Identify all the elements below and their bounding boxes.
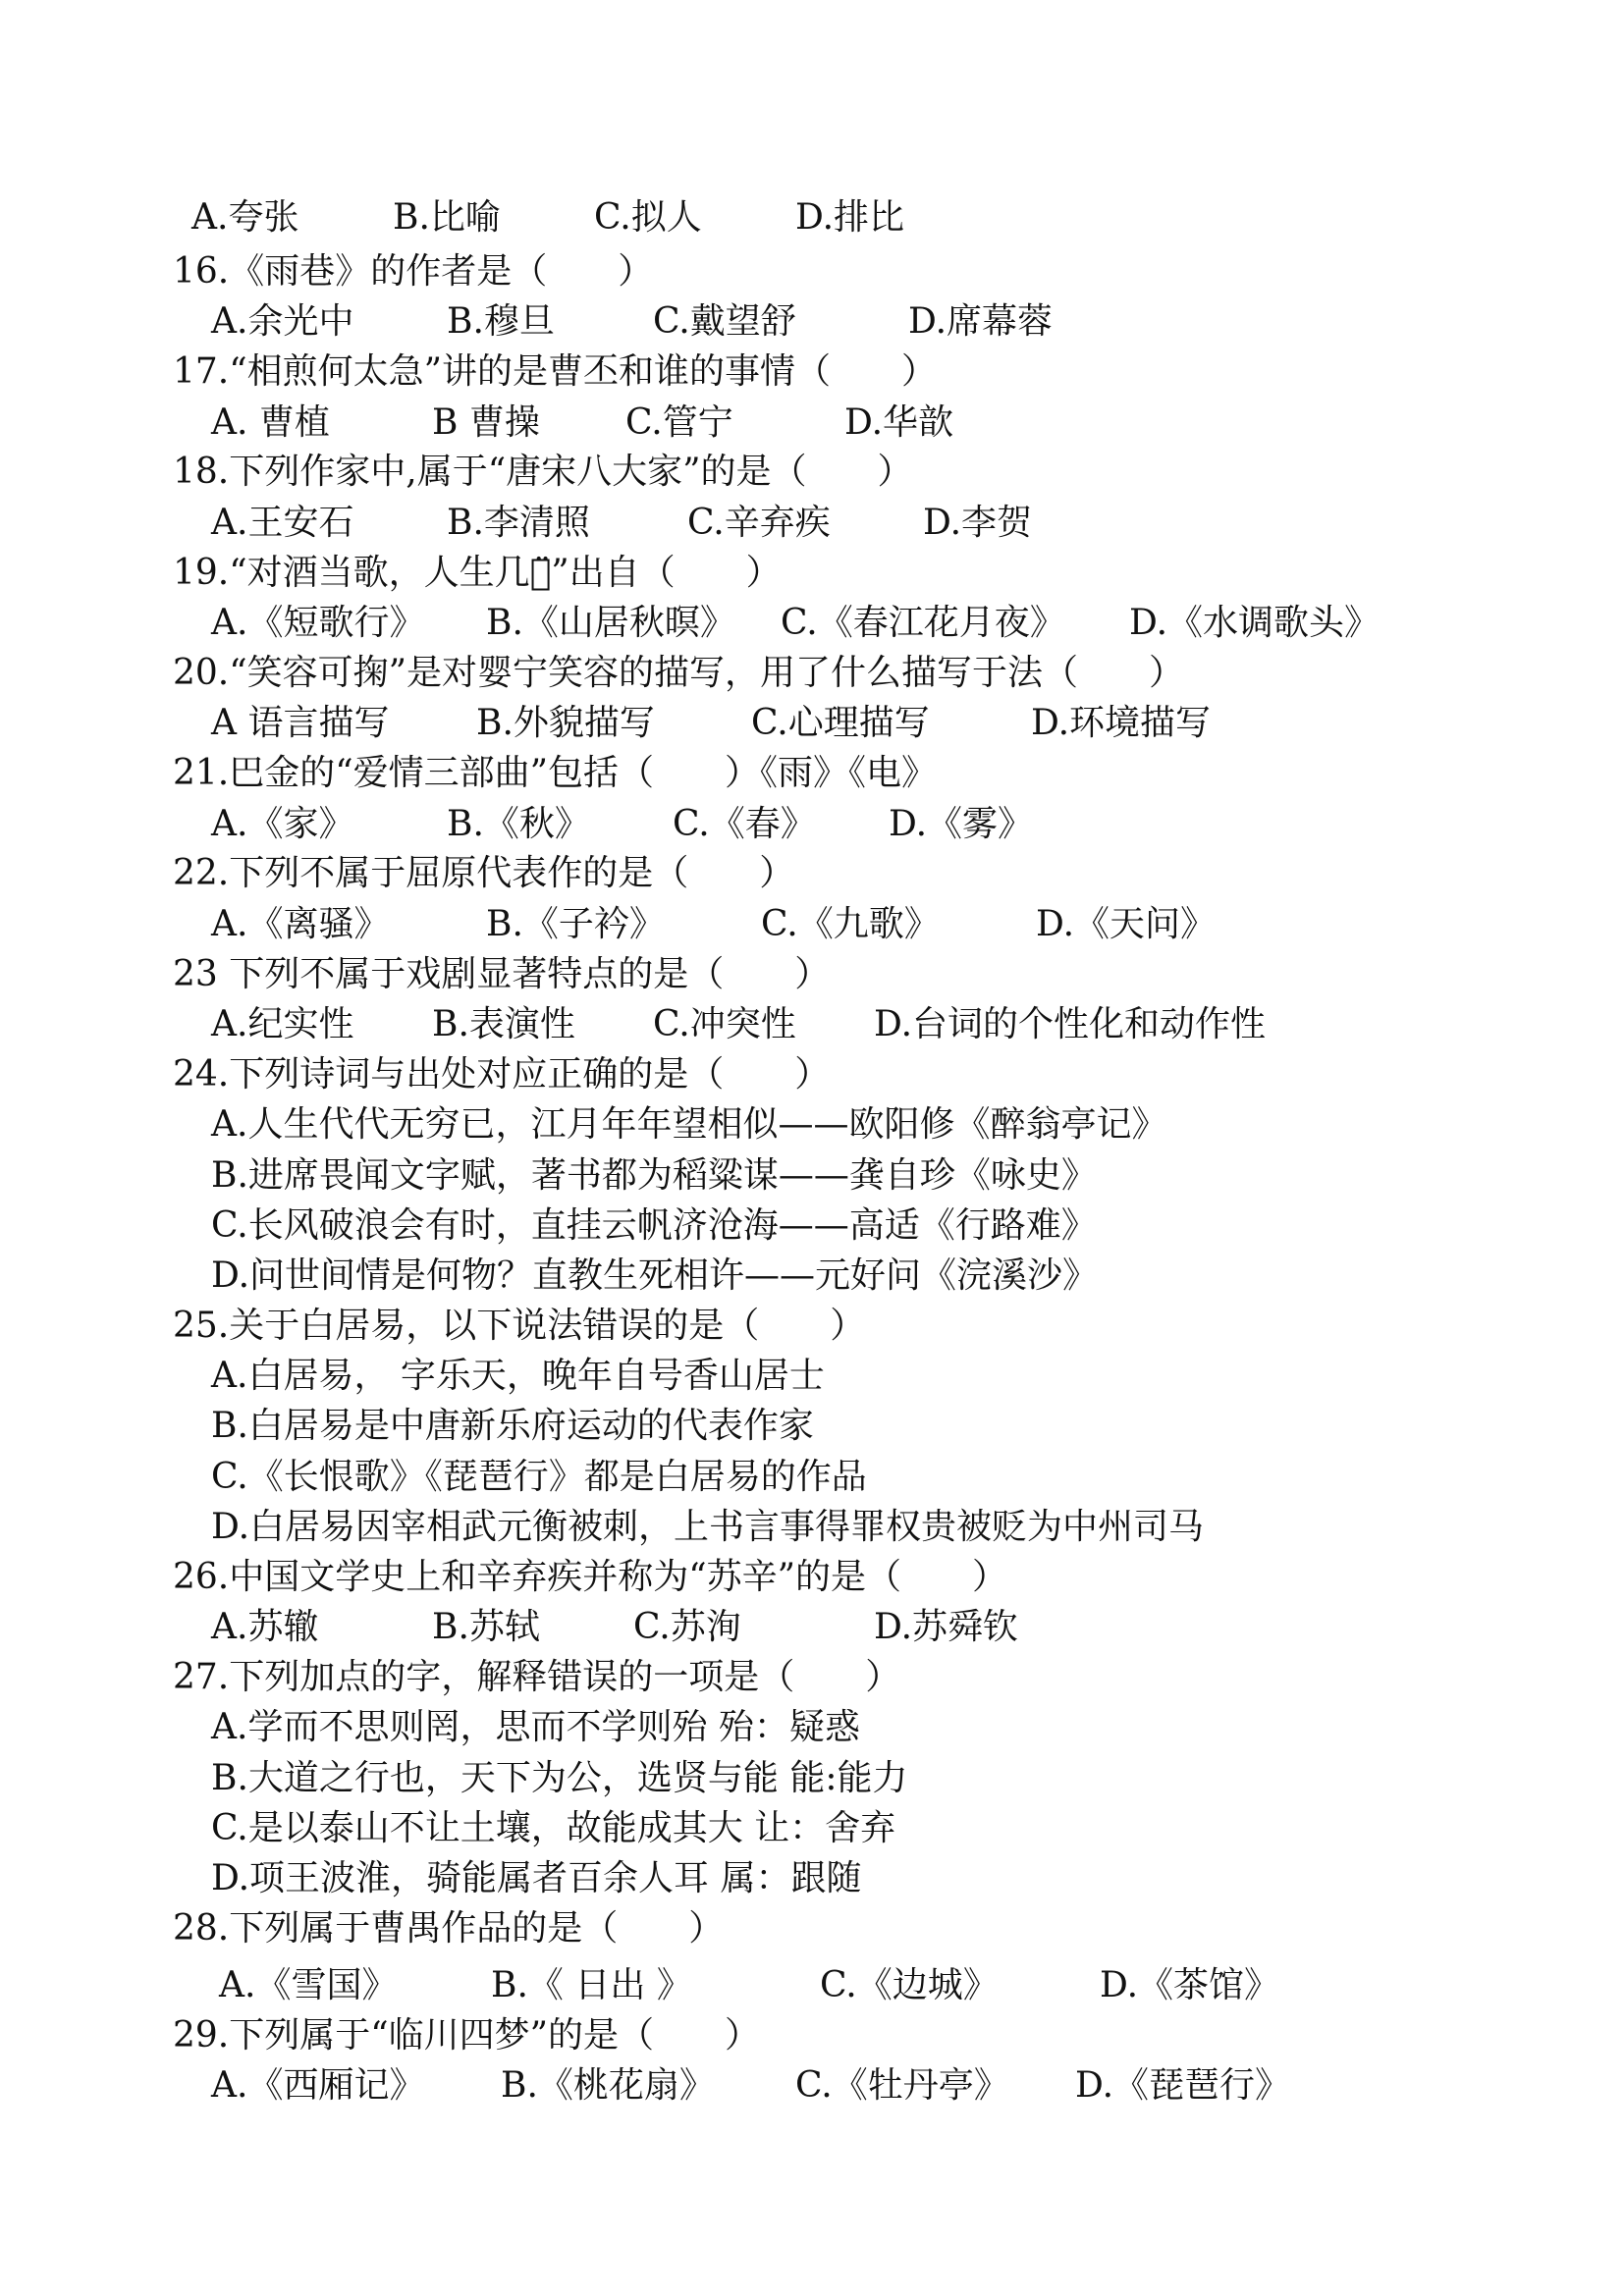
option-d: D.苏舜钦 <box>874 1607 1019 1647</box>
option-a: A.苏辙 <box>211 1607 319 1647</box>
statement-b: B.大道之行也，天下为公，选贤与能 能:能力 <box>211 1758 908 1798</box>
option-d: D.《水调歌头》 <box>1129 603 1380 643</box>
statement-b: B.进席畏闻文字赋，著书都为稻粱谋——龚自珍《咏史》 <box>211 1155 1097 1196</box>
option-b: B.表演性 <box>432 1004 575 1044</box>
option-d: D.排比 <box>795 197 905 238</box>
option-b: B.《桃花扇》 <box>501 2065 715 2106</box>
statement-a: A.白居易， 字乐天，晚年自号香山居士 <box>211 1356 825 1396</box>
statement-a: A.学而不思则罔，思而不学则殆 殆：疑惑 <box>211 1707 860 1747</box>
option-a: A.《西厢记》 <box>211 2065 425 2106</box>
option-a: A.《雪国》 <box>219 1965 398 2005</box>
option-a: A.余光中 <box>211 301 354 342</box>
question-27: 27.下列加点的字，解释错误的一项是（ ） <box>173 1657 901 1697</box>
option-d: D.《茶馆》 <box>1100 1965 1280 2005</box>
statement-a: A.人生代代无穷已，江月年年望相似——欧阳修《醉翁亭记》 <box>211 1104 1167 1145</box>
option-b: B.比喻 <box>393 197 501 238</box>
statement-d: D.白居易因宰相武元衡被刺，上书言事得罪权贵被贬为中州司马 <box>211 1507 1205 1547</box>
question-21: 21.巴金的“爱情三部曲”包括（ ）《雨》《电》 <box>173 753 938 793</box>
statement-c: C.是以泰山不让土壤，故能成其大 让：舍弃 <box>211 1808 896 1848</box>
option-c: C.《边城》 <box>820 1965 999 2005</box>
option-b: B.苏轼 <box>432 1607 540 1647</box>
question-28: 28.下列属于曹禺作品的是（ ） <box>173 1908 725 1949</box>
question-18: 18.下列作家中,属于“唐宋八大家”的是（ ） <box>173 452 913 492</box>
question-22: 22.下列不属于屈原代表作的是（ ） <box>173 853 795 893</box>
option-d: D.《天问》 <box>1036 904 1217 944</box>
option-a: A.纪实性 <box>211 1004 354 1044</box>
option-a: A 语言描写 <box>211 703 390 743</box>
option-d: D.席幕蓉 <box>908 301 1054 342</box>
option-b: B.外貌描写 <box>476 703 655 743</box>
question-25: 25.关于白居易，以下说法错误的是（ ） <box>173 1306 866 1346</box>
option-c: C.《春》 <box>673 804 816 844</box>
option-c: C.拟人 <box>594 197 702 238</box>
option-c: C.《春江花月夜》 <box>781 603 1065 643</box>
statement-c: C.长风破浪会有时，直挂云帆济沧海——高适《行路难》 <box>211 1205 1097 1246</box>
option-b: B.《 日出 》 <box>491 1965 692 2005</box>
option-a: A.《短歌行》 <box>211 603 425 643</box>
option-b: B.《子衿》 <box>486 904 665 944</box>
option-d: D.华歆 <box>844 402 954 443</box>
option-c: C.辛弃疾 <box>687 503 831 543</box>
option-d: D.《雾》 <box>889 804 1034 844</box>
question-29: 29.下列属于“临川四梦”的是（ ） <box>173 2015 761 2056</box>
option-d: D.李贺 <box>923 503 1033 543</box>
option-b: B.《山居秋暝》 <box>486 603 735 643</box>
question-17: 17.“相煎何太急”讲的是曹丕和谁的事情（ ） <box>173 351 938 392</box>
question-16: 16.《雨巷》的作者是（ ） <box>173 251 654 292</box>
option-c: C.《九歌》 <box>761 904 940 944</box>
statement-c: C.《长恨歌》《琵琶行》都是白居易的作品 <box>211 1457 867 1497</box>
option-a: A. 曹植 <box>211 402 330 443</box>
option-b: B.《秋》 <box>447 804 590 844</box>
option-c: C.《牡丹亭》 <box>795 2065 1009 2106</box>
option-b: B 曹操 <box>432 402 540 443</box>
question-26: 26.中国文学史上和辛弃疾并称为“苏辛”的是（ ） <box>173 1557 1008 1597</box>
question-19: 19.“对酒当歌，人生几何̈”出自（ ） <box>173 553 782 593</box>
option-d: D.环境描写 <box>1031 703 1212 743</box>
option-a: A.《家》 <box>211 804 354 844</box>
option-a: A.王安石 <box>211 503 354 543</box>
statement-d: D.项王波淮，骑能属者百余人耳 属：跟随 <box>211 1858 862 1898</box>
question-23: 23 下列不属于戏剧显著特点的是（ ） <box>173 954 831 994</box>
option-b: B.李清照 <box>447 503 590 543</box>
option-c: C.管宁 <box>625 402 733 443</box>
option-a: A.《离骚》 <box>211 904 390 944</box>
question-24: 24.下列诗词与出处对应正确的是（ ） <box>173 1054 831 1095</box>
option-c: C.苏洵 <box>633 1607 741 1647</box>
option-c: C.心理描写 <box>751 703 930 743</box>
question-20: 20.“笑容可掬”是对婴宁笑容的描写，用了什么描写于法（ ） <box>173 653 1185 693</box>
statement-b: B.白居易是中唐新乐府运动的代表作家 <box>211 1406 814 1446</box>
option-d: D.台词的个性化和动作性 <box>874 1004 1267 1044</box>
option-a: A.夸张 <box>191 197 299 238</box>
statement-d: D.问世间情是何物？直教生死相许——元好问《浣溪沙》 <box>211 1255 1099 1296</box>
option-c: C.冲突性 <box>653 1004 796 1044</box>
option-d: D.《琵琶行》 <box>1075 2065 1291 2106</box>
option-c: C.戴望舒 <box>653 301 796 342</box>
option-b: B.穆旦 <box>447 301 555 342</box>
